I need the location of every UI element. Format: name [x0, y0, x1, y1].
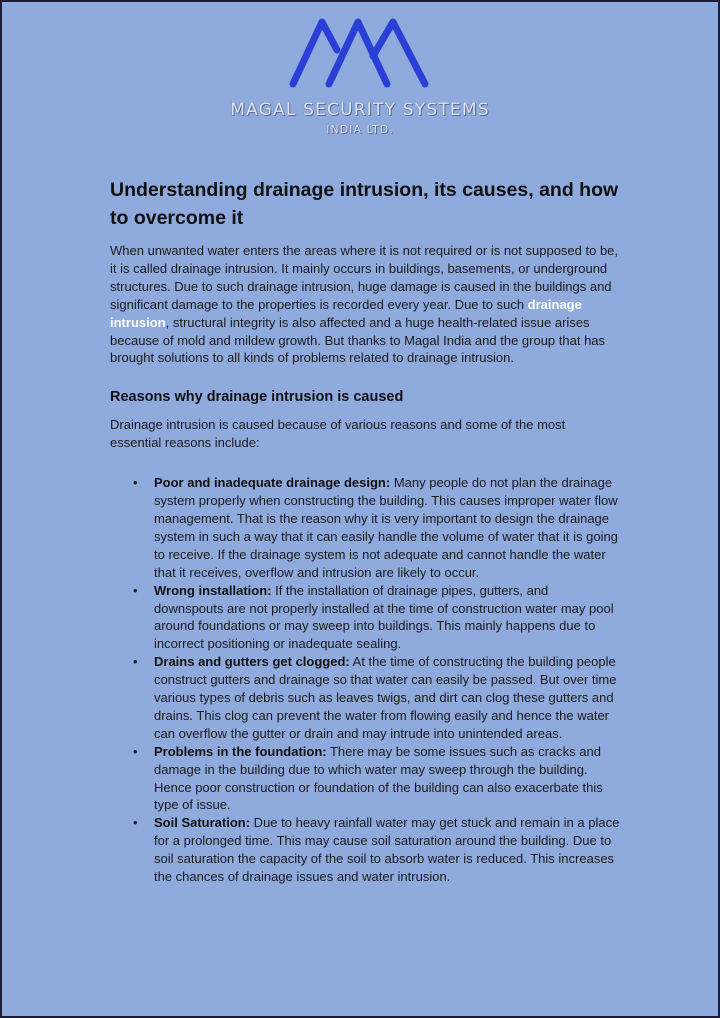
reason-text: There may be some issues such as cracks and damage in the building due to which water may sweep through the building. Hence poor construction or foundation of the building can also exacerbate this type of issue. [154, 743, 603, 813]
company-logo [2, 12, 718, 136]
list-item [154, 474, 620, 581]
reason-title: Drains and gutters get clogged: [154, 654, 350, 670]
list-item [154, 743, 620, 815]
article-title: Understanding drainage intrusion, its causes, and how to overcome it [110, 179, 619, 229]
article-body [110, 176, 620, 886]
reasons-list [110, 474, 620, 886]
list-item [154, 814, 620, 886]
magal-logo-icon [285, 12, 435, 92]
logo-company-subtitle: INDIA LTD. [326, 123, 394, 136]
reason-title: Soil Saturation: [154, 815, 251, 831]
list-item [154, 653, 620, 743]
intro-paragraph [110, 242, 620, 367]
list-item [154, 582, 620, 654]
reason-text: Due to heavy rainfall water may get stuck and remain in a place for a prolonged time. This may cause soil saturation around the building. Due to soil saturation the capacity of the soil to absorb water is reduced. This increases the chances of drainage issues and water intrusion. [154, 815, 620, 885]
section-heading: Reasons why drainage intrusion is caused [110, 389, 404, 406]
reason-text: Many people do not plan the drainage system properly when constructing the building. This causes improper water flow management. That is the reason why it is very important to design the drainage system in such a way that it can easily handle the volume of water that it is going to receive. If the drainage system is not adequate and cannot handle the water that it receives, overflow and intrusion are likely to occur. [154, 475, 618, 580]
reason-title: Problems in the foundation: [154, 743, 327, 759]
reason-text: At the time of constructing the building people construct gutters and drainage so that water can easily be passed. But over time various types of debris such as leaves twigs, and dirt can clog these gutters and drains. This clog can prevent the water from flowing easily and hence the water can overflow the gutter or drain and may intrude into unintended areas. [154, 654, 617, 741]
section-intro-paragraph: Drainage intrusion is caused because of various reasons and some of the most essential reasons include: [110, 417, 566, 451]
reason-title: Poor and inadequate drainage design: [154, 475, 391, 491]
drainage-intrusion-link[interactable]: drainage intrusion [110, 296, 582, 330]
logo-company-name: MAGAL SECURITY SYSTEMS [230, 100, 490, 120]
reason-text: If the installation of drainage pipes, gutters, and downspouts are not properly installed at the time of construction water may pool around foundations or may sweep into buildings. This mainly happens due to incorrect positioning or inadequate sealing. [154, 582, 614, 652]
intro-text-before-link: When unwanted water enters the areas where it is not required or is not supposed to be, it is called drainage intrusion. It mainly occurs in buildings, basements, or underground structures. Due to such drainage intrusion, huge damage is caused in the buildings and significant damage to the properties is recorded every year. Due to such [110, 243, 619, 312]
intro-text-after-link: , structural integrity is also affected and a huge health-related issue arises because of mold and mildew growth. But thanks to Magal India and the group that has brought solutions to all kinds of problems related to drainage intrusion. [110, 314, 606, 366]
reason-title: Wrong installation: [154, 582, 272, 598]
